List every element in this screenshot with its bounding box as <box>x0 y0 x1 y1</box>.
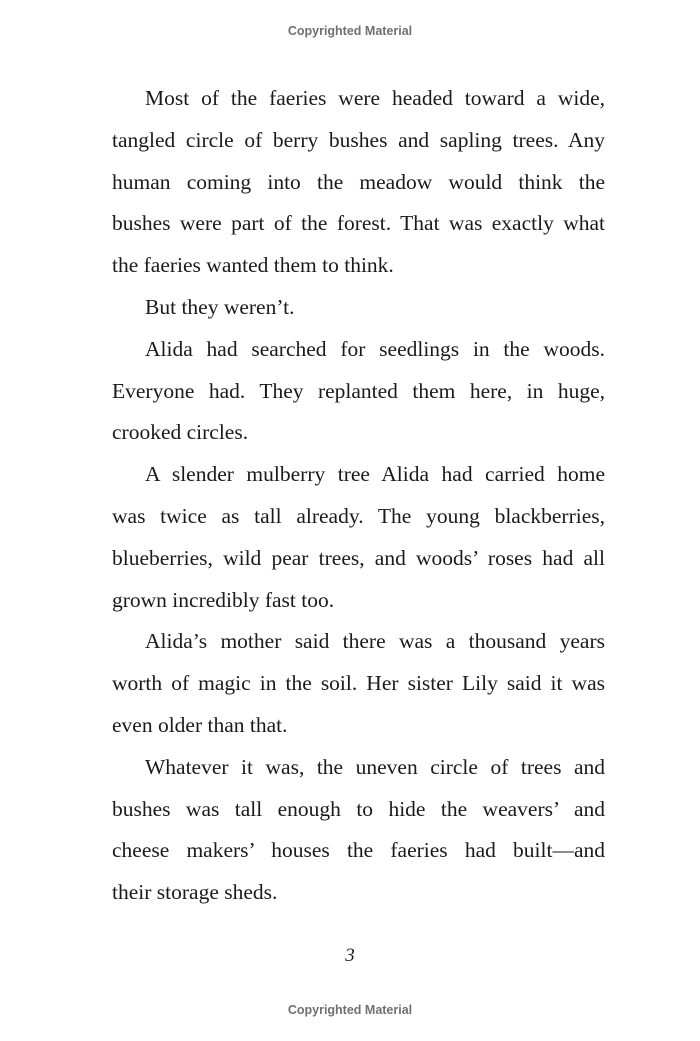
text-line: even older than that. <box>112 712 288 737</box>
text-line: the faeries wanted them to think. <box>112 253 394 278</box>
text-line: worth of magic in the soil. Her sister Lily said it was <box>112 671 605 696</box>
paragraph-1 <box>112 78 605 287</box>
text-line: was twice as tall already. The young blackberries, <box>112 503 605 528</box>
text-line: Alida’s mother said there was a thousand years <box>145 629 605 654</box>
paragraph-2 <box>112 287 605 329</box>
text-line: bushes was tall enough to hide the weavers’ and <box>112 796 605 821</box>
text-line: their storage sheds. <box>112 880 278 905</box>
text-line: Whatever it was, the uneven circle of trees and <box>145 754 605 779</box>
text-line: Alida had searched for seedlings in the woods. <box>145 336 605 361</box>
paragraph-5 <box>112 621 605 746</box>
page-number: 3 <box>345 945 355 966</box>
text-line: cheese makers’ houses the faeries had built—and <box>112 838 605 863</box>
text-line: But they weren’t. <box>145 294 295 319</box>
paragraph-6 <box>112 747 605 914</box>
text-line: A slender mulberry tree Alida had carried home <box>145 462 605 487</box>
text-line: grown incredibly fast too. <box>112 587 335 612</box>
text-line: Everyone had. They replanted them here, in huge, <box>112 378 605 403</box>
copyright-watermark-top: Copyrighted Material <box>287 24 413 38</box>
body-text <box>112 78 605 914</box>
text-line: human coming into the meadow would think the <box>112 169 605 194</box>
paragraph-4 <box>112 454 605 621</box>
text-line: crooked circles. <box>112 420 249 445</box>
text-line: tangled circle of berry bushes and sapling trees. Any <box>112 127 605 152</box>
text-line: Most of the faeries were headed toward a wide, <box>145 86 605 110</box>
text-line: blueberries, wild pear trees, and woods’ roses had all <box>112 545 605 570</box>
copyright-watermark-bottom: Copyrighted Material <box>287 1003 413 1017</box>
paragraph-3 <box>112 329 605 454</box>
text-line: bushes were part of the forest. That was exactly what <box>112 211 605 236</box>
